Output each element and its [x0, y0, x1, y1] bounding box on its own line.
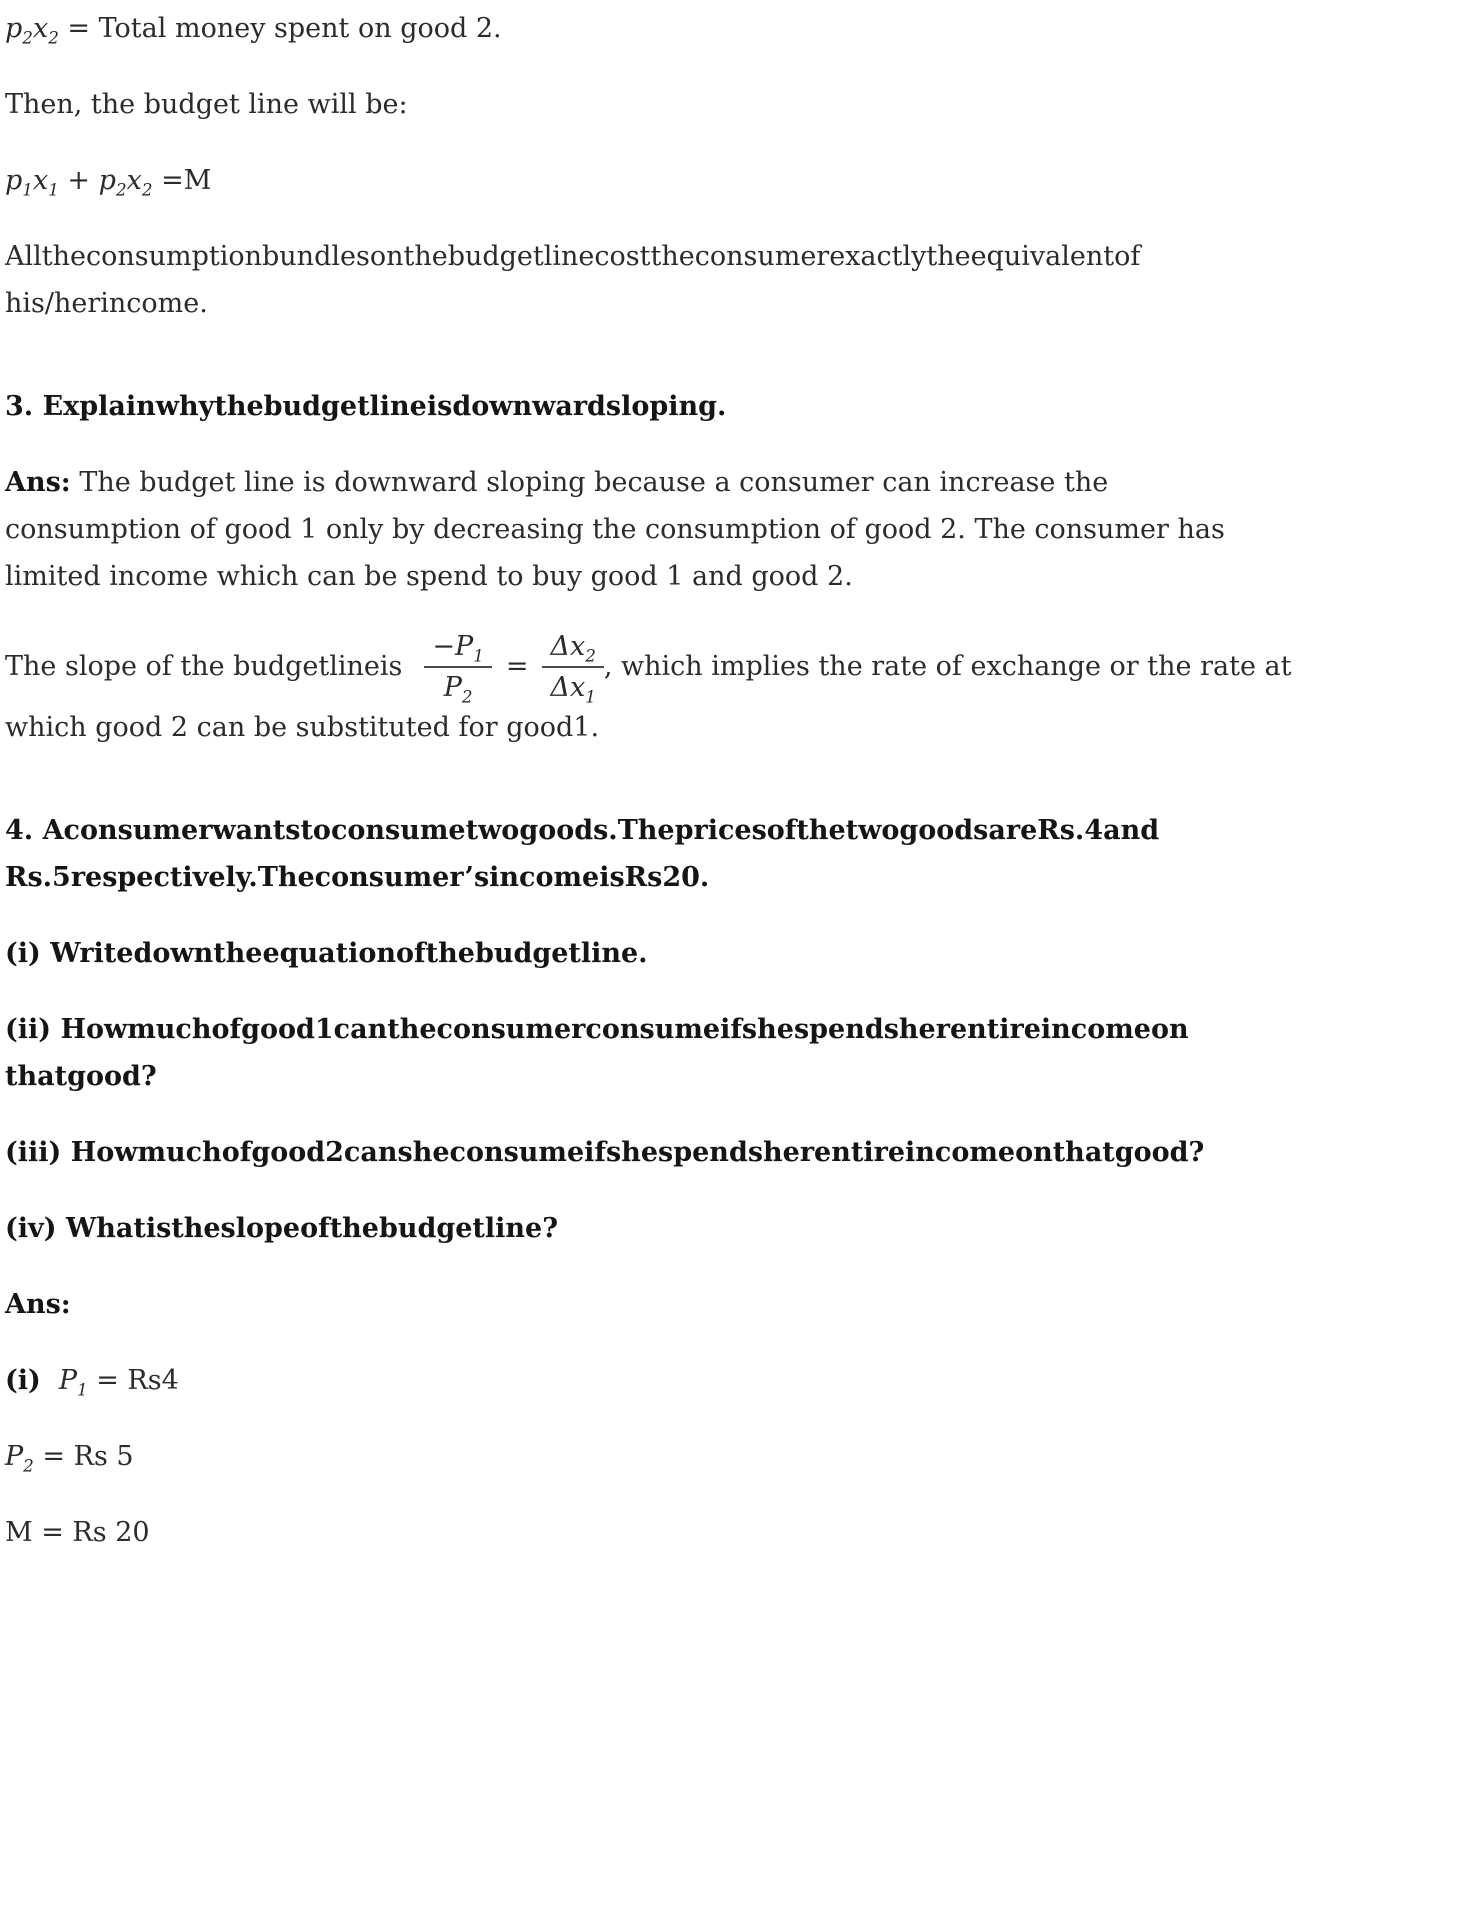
- fraction-denominator: $\Delta x_1$: [550, 672, 596, 707]
- question-4-heading: [5, 808, 1457, 902]
- answer-3-paragraph: [5, 460, 1457, 601]
- p2x2-definition-text: = Total money spent on good 2.: [58, 13, 502, 44]
- math-base: x: [32, 164, 49, 196]
- fraction-denominator: $P_2$: [443, 672, 473, 707]
- math-subscript: 2: [141, 179, 153, 200]
- slope-line-1: [5, 630, 1457, 706]
- math-subscript: 1: [48, 179, 59, 200]
- math-subscript: 2: [115, 179, 127, 200]
- bundles-line-1: Alltheconsumptionbundlesonthebudgetlinecosttheconsumerexactlytheequivalentof: [5, 240, 1141, 272]
- math-base: x: [32, 13, 49, 44]
- math-base: p: [5, 164, 23, 196]
- budget-line-intro-text: Then, the budget line will be:: [5, 88, 408, 120]
- answer-3-text-1: The budget line is downward sloping because a consumer can increase the: [70, 466, 1109, 498]
- answer-4-income: [5, 1510, 1457, 1557]
- answer-3-line-2: consumption of good 1 only by decreasing the consumption of good 2. The consumer has: [5, 513, 1225, 545]
- question-3-text: 3. Explainwhythebudgetlineisdownwardsloping.: [5, 390, 727, 422]
- answer-4-price-1: [5, 1358, 1457, 1405]
- slope-paragraph: [5, 630, 1457, 752]
- answer-label: Ans:: [5, 466, 71, 498]
- question-4-part-iii-text: (iii) Howmuchofgood2cansheconsumeifshespendsherentireincomeonthatgood?: [5, 1137, 1205, 1169]
- question-4-part-i: [5, 931, 1457, 978]
- math-subscript: 2: [22, 27, 33, 48]
- question-4-line-1: 4. Aconsumerwantstoconsumetwogoods.ThepricesofthetwogoodsareRs.4and: [5, 815, 1160, 847]
- question-4-line-2: Rs.5respectively.Theconsumer’sincomeisRs20.: [5, 862, 710, 894]
- p2-math: $P_2$: [5, 1440, 34, 1476]
- math-subscript: 1: [585, 686, 596, 707]
- math-subscript: 1: [22, 179, 33, 200]
- answer-3-line-3: limited income which can be spend to buy good 1 and good 2.: [5, 560, 853, 592]
- question-3-heading: [5, 384, 1457, 431]
- p1-math: $P_1$: [58, 1364, 88, 1400]
- math-subscript: 2: [48, 27, 59, 48]
- math-subscript: 1: [76, 1379, 88, 1400]
- fraction-numerator: $\Delta x_2$: [542, 630, 603, 669]
- math-base: p: [98, 164, 116, 196]
- budget-line-intro-paragraph: [5, 82, 1457, 129]
- answer-4-income-text: M = Rs 20: [5, 1516, 150, 1548]
- fraction-numerator: $-P_1$: [424, 630, 491, 669]
- question-4-part-i-text: (i) Writedowntheequationofthebudgetline.: [5, 938, 648, 970]
- answer-4-label: [5, 1282, 1457, 1329]
- slope-post-text-2: which good 2 can be substituted for good1.: [5, 712, 600, 744]
- slope-fraction-1: [424, 630, 491, 706]
- answer-4-price-2: [5, 1434, 1457, 1481]
- answer-4-price-1-value: = Rs4: [87, 1364, 179, 1396]
- p2x2-math: [5, 13, 59, 48]
- budget-equation-paragraph: [5, 158, 1457, 205]
- math-subscript: 2: [585, 645, 596, 666]
- slope-fraction-2: [542, 630, 603, 706]
- slope-post-text-1: , which implies the rate of exchange or the rate at: [603, 650, 1292, 682]
- question-4-part-iii: [5, 1130, 1457, 1177]
- math-base: x: [126, 164, 142, 196]
- answer-4-price-2-value: = Rs 5: [33, 1440, 134, 1472]
- question-4-part-iv-text: (iv) Whatistheslopeofthebudgetline?: [5, 1213, 559, 1244]
- answer-3-line-1: [5, 460, 1457, 507]
- answer-4-item-label: (i): [5, 1364, 41, 1396]
- question-4-part-ii-line-1: (ii) Howmuchofgood1cantheconsumerconsumeifshespendsherentireincomeon: [5, 1014, 1189, 1046]
- bundles-line-2: his/herincome.: [5, 287, 208, 319]
- math-subscript: 2: [461, 686, 473, 707]
- answer-4-label-text: Ans:: [5, 1288, 71, 1320]
- math-subscript: 1: [473, 645, 484, 666]
- budget-equation-rhs: =M: [152, 164, 212, 196]
- math-base: p: [5, 13, 23, 44]
- budget-equation-math: [5, 164, 153, 200]
- slope-formula: [424, 630, 603, 706]
- question-4-part-iv: [5, 1206, 1457, 1253]
- math-subscript: 2: [23, 1455, 34, 1476]
- plus-sign: +: [58, 164, 99, 196]
- bundles-paragraph: [5, 234, 1457, 328]
- equals-sign: =: [505, 650, 529, 682]
- slope-pre-text: The slope of the budgetlineis: [5, 650, 403, 682]
- question-4-part-ii: [5, 1007, 1457, 1101]
- question-4-part-ii-line-2: thatgood?: [5, 1061, 157, 1093]
- p2x2-definition-paragraph: [5, 6, 1457, 53]
